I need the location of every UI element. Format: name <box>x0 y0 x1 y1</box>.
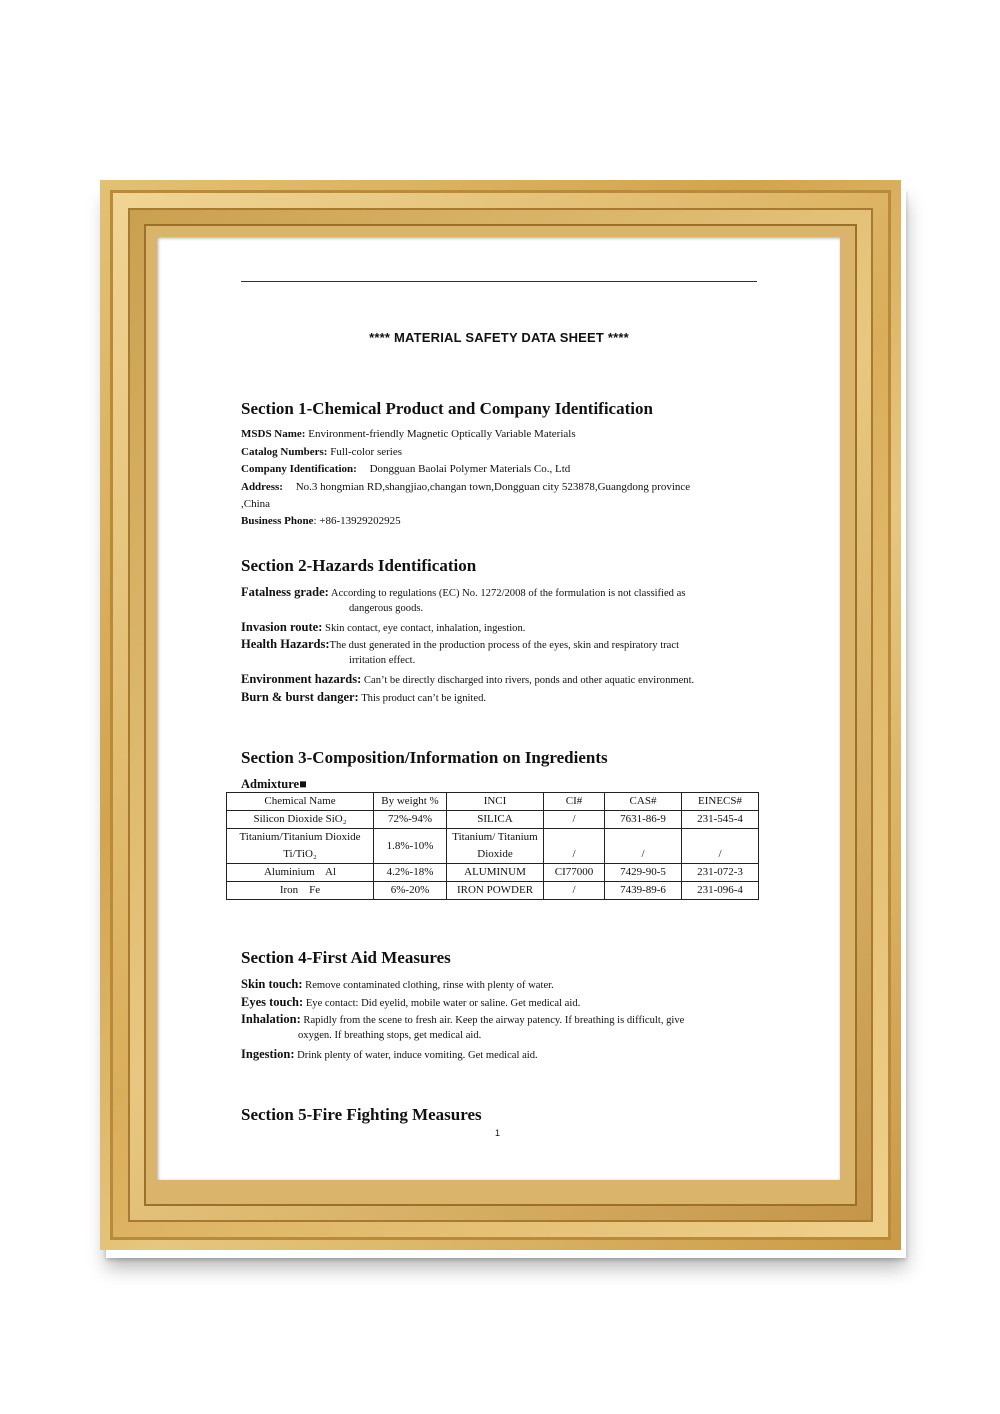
invasion-route-value: Skin contact, eye contact, inhalation, ingestion. <box>325 623 526 634</box>
inhalation-line <box>241 1012 684 1027</box>
table-cell: 4.2%-18% <box>374 864 447 882</box>
invasion-route-label: Invasion route: <box>241 620 323 634</box>
catalog-numbers-line <box>241 446 402 458</box>
column-header: By weight % <box>374 793 447 811</box>
table-cell: 231-545-4 <box>682 811 759 829</box>
section-5-heading: Section 5-Fire Fighting Measures <box>241 1105 482 1124</box>
health-hazards-value: The dust generated in the production process of the eyes, skin and respiratory tract <box>329 640 680 651</box>
inhalation-value: Rapidly from the scene to fresh air. Keep the airway patency. If breathing is difficult, give <box>303 1015 685 1026</box>
table-cell: Titanium/ Titanium Dioxide <box>447 829 544 864</box>
burn-burst-danger-line <box>241 690 486 705</box>
health-hazards-continuation: irritation effect. <box>349 655 416 666</box>
section-4-heading: Section 4-First Aid Measures <box>241 948 451 967</box>
skin-touch-line <box>241 977 554 992</box>
column-header: CI# <box>544 793 605 811</box>
document-paper <box>157 237 840 1180</box>
business-phone-label: Business Phone <box>241 515 314 527</box>
burn-burst-danger-value: This product can’t be ignited. <box>361 693 487 704</box>
business-phone-value: : +86-13929202925 <box>313 515 401 527</box>
table-cell: 6%-20% <box>374 882 447 900</box>
fatalness-grade-continuation: dangerous goods. <box>349 603 424 614</box>
table-cell: / <box>682 829 759 864</box>
health-hazards-line <box>241 637 679 652</box>
eyes-touch-line <box>241 995 580 1010</box>
fatalness-grade-line <box>241 585 685 600</box>
column-header: EINECS# <box>682 793 759 811</box>
eyes-touch-value: Eye contact: Did eyelid, mobile water or saline. Get medical aid. <box>305 998 581 1009</box>
msds-name-value: Environment-friendly Magnetic Optically Variable Materials <box>308 428 576 440</box>
table-cell: / <box>544 829 605 864</box>
company-identification-value: Dongguan Baolai Polymer Materials Co., Ltd <box>369 463 571 475</box>
environment-hazards-line <box>241 672 694 687</box>
table-cell: Silicon Dioxide SiO₂ <box>227 811 374 829</box>
table-row <box>227 882 759 900</box>
table-cell: Titanium/Titanium Dioxide Ti/TiO₂ <box>227 829 374 864</box>
section-2-heading: Section 2-Hazards Identification <box>241 556 477 575</box>
table-cell: CI77000 <box>544 864 605 882</box>
section-3-heading: Section 3-Composition/Information on Ingredients <box>241 748 608 767</box>
table-cell: 72%-94% <box>374 811 447 829</box>
table-cell: Iron Fe <box>227 882 374 900</box>
table-row <box>227 864 759 882</box>
address-line <box>241 481 690 493</box>
column-header: CAS# <box>605 793 682 811</box>
table-cell: 7439-89-6 <box>605 882 682 900</box>
address-value: No.3 hongmian RD,shangjiao,changan town,Dongguan city 523878,Guangdong province <box>295 481 691 493</box>
msds-name-line <box>241 428 576 440</box>
address-label: Address: <box>241 481 283 493</box>
catalog-numbers-label: Catalog Numbers: <box>241 446 328 458</box>
table-cell: / <box>605 829 682 864</box>
table-header-row <box>227 793 759 811</box>
table-cell: 231-096-4 <box>682 882 759 900</box>
ingestion-value: Drink plenty of water, induce vomiting. Get medical aid. <box>297 1050 538 1061</box>
environment-hazards-value: Can’t be directly discharged into rivers, ponds and other aquatic environment. <box>363 675 695 686</box>
column-header: Chemical Name <box>227 793 374 811</box>
table-cell: 1.8%-10% <box>374 829 447 864</box>
company-identification-label: Company Identification: <box>241 463 357 475</box>
health-hazards-label: Health Hazards: <box>241 637 330 651</box>
column-header: INCI <box>447 793 544 811</box>
environment-hazards-label: Environment hazards: <box>241 672 362 686</box>
catalog-numbers-value: Full-color series <box>330 446 403 458</box>
company-identification-line <box>241 463 570 475</box>
page-number: 1 <box>495 1128 501 1138</box>
ingredients-table <box>226 792 759 900</box>
table-cell: ALUMINUM <box>447 864 544 882</box>
table-cell: 7429-90-5 <box>605 864 682 882</box>
eyes-touch-label: Eyes touch: <box>241 995 304 1009</box>
skin-touch-label: Skin touch: <box>241 977 303 991</box>
inhalation-continuation: oxygen. If breathing stops, get medical aid. <box>298 1030 482 1041</box>
table-cell: / <box>544 882 605 900</box>
table-cell: / <box>544 811 605 829</box>
table-cell: 7631-86-9 <box>605 811 682 829</box>
section-1-heading: Section 1-Chemical Product and Company Identification <box>241 399 653 418</box>
skin-touch-value: Remove contaminated clothing, rinse with plenty of water. <box>305 980 554 991</box>
invasion-route-line <box>241 620 525 635</box>
table-cell: SILICA <box>447 811 544 829</box>
ingestion-line <box>241 1047 538 1062</box>
table-cell: 231-072-3 <box>682 864 759 882</box>
fatalness-grade-label: Fatalness grade: <box>241 585 329 599</box>
table-cell: IRON POWDER <box>447 882 544 900</box>
burn-burst-danger-label: Burn & burst danger: <box>241 690 359 704</box>
ingestion-label: Ingestion: <box>241 1047 295 1061</box>
document-title: **** MATERIAL SAFETY DATA SHEET **** <box>369 330 629 345</box>
admixture-label: Admixture■ <box>241 777 307 791</box>
address-continuation: ,China <box>241 498 271 510</box>
business-phone-line <box>241 515 401 527</box>
fatalness-grade-value: According to regulations (EC) No. 1272/2008 of the formulation is not classified as <box>330 588 686 599</box>
header-rule <box>241 281 757 282</box>
table-row <box>227 811 759 829</box>
inhalation-label: Inhalation: <box>241 1012 301 1026</box>
table-cell: Aluminium Al <box>227 864 374 882</box>
table-row <box>227 829 759 864</box>
msds-name-label: MSDS Name: <box>241 428 306 440</box>
